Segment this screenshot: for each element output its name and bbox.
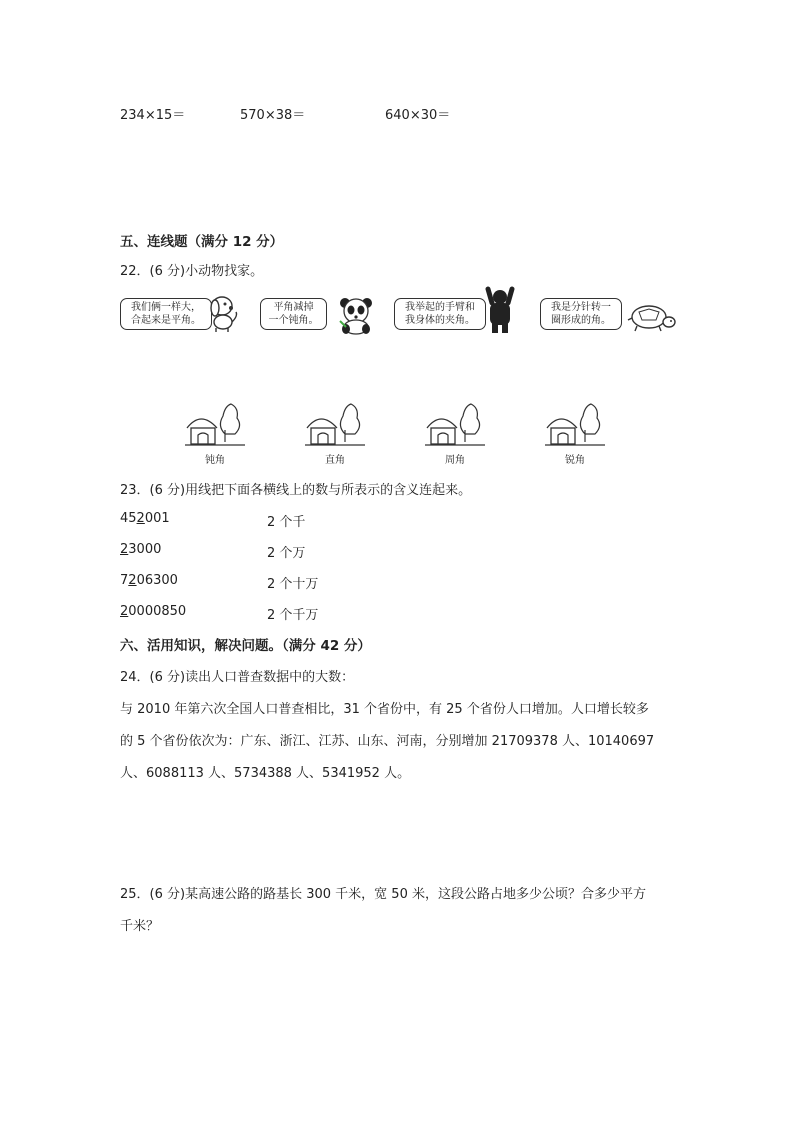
q24-title: 24．(6 分)读出人口普查数据中的大数：	[120, 670, 355, 685]
house-label-4: 锐角	[565, 455, 585, 466]
house-label-1: 钝角	[205, 455, 225, 466]
bubble-4-line1: 我是分针转一	[551, 302, 611, 313]
q24-line-3: 人、6088113 人、5734388 人、5341952 人。	[120, 766, 411, 781]
turtle-icon	[625, 300, 677, 334]
bubble-2	[260, 298, 327, 330]
section6-title: 六、活用知识，解决问题。（满分 42 分）	[120, 638, 371, 654]
bubble-4	[540, 298, 622, 330]
q24-line-1: 与 2010 年第六次全国人口普查相比，31 个省份中，有 25 个省份人口增加。人口增长较多	[120, 702, 649, 717]
house-label-3: 周角	[445, 455, 465, 466]
bubble-4-line2: 圈形成的角。	[551, 315, 611, 326]
calc-item-1: 234×15＝	[120, 108, 186, 123]
bubble-3-line1: 我举起的手臂和	[405, 302, 475, 313]
bubble-2-line1: 平角减掉	[273, 302, 314, 313]
q25-line-1: 25．(6 分)某高速公路的路基长 300 千米，宽 50 米，这段公路占地多少公顷？合多少平方	[120, 887, 646, 902]
bubble-2-line2: 一个钝角。	[268, 315, 319, 326]
house-icon-3	[425, 400, 485, 450]
bubble-3-line2: 我身体的夹角。	[405, 315, 475, 326]
q23-meaning-2: 2 个万	[267, 546, 306, 561]
q23-number-2: 23000	[120, 542, 162, 557]
house-icon-2	[305, 400, 365, 450]
panda-icon	[336, 295, 376, 335]
bear-icon	[482, 285, 518, 335]
q25-line-2: 千米？	[120, 919, 160, 934]
dog-icon	[204, 292, 242, 334]
house-icon-1	[185, 400, 245, 450]
q24-line-2: 的 5 个省份依次为：广东、浙江、江苏、山东、河南，分别增加 21709378 人、10140697	[120, 734, 655, 749]
q23-number-1: 452001	[120, 511, 170, 526]
section5-title: 五、连线题（满分 12 分）	[120, 234, 284, 250]
calc-item-2: 570×38＝	[240, 108, 306, 123]
q23-number-4: 20000850	[120, 604, 187, 619]
q23-meaning-1: 2 个千	[267, 515, 306, 530]
q22-title: 22．(6 分)小动物找家。	[120, 264, 264, 279]
q23-title: 23．(6 分)用线把下面各横线上的数与所表示的含义连起来。	[120, 483, 472, 498]
bubble-1-line2: 合起来是平角。	[131, 315, 201, 326]
house-label-2: 直角	[325, 455, 345, 466]
bubble-3	[394, 298, 486, 330]
q23-meaning-3: 2 个十万	[267, 577, 319, 592]
house-icon-4	[545, 400, 605, 450]
bubble-1-line1: 我们俩一样大，	[131, 302, 201, 313]
calc-item-3: 640×30＝	[385, 108, 451, 123]
bubble-1	[120, 298, 212, 330]
q23-meaning-4: 2 个千万	[267, 608, 319, 623]
q23-number-3: 7206300	[120, 573, 178, 588]
